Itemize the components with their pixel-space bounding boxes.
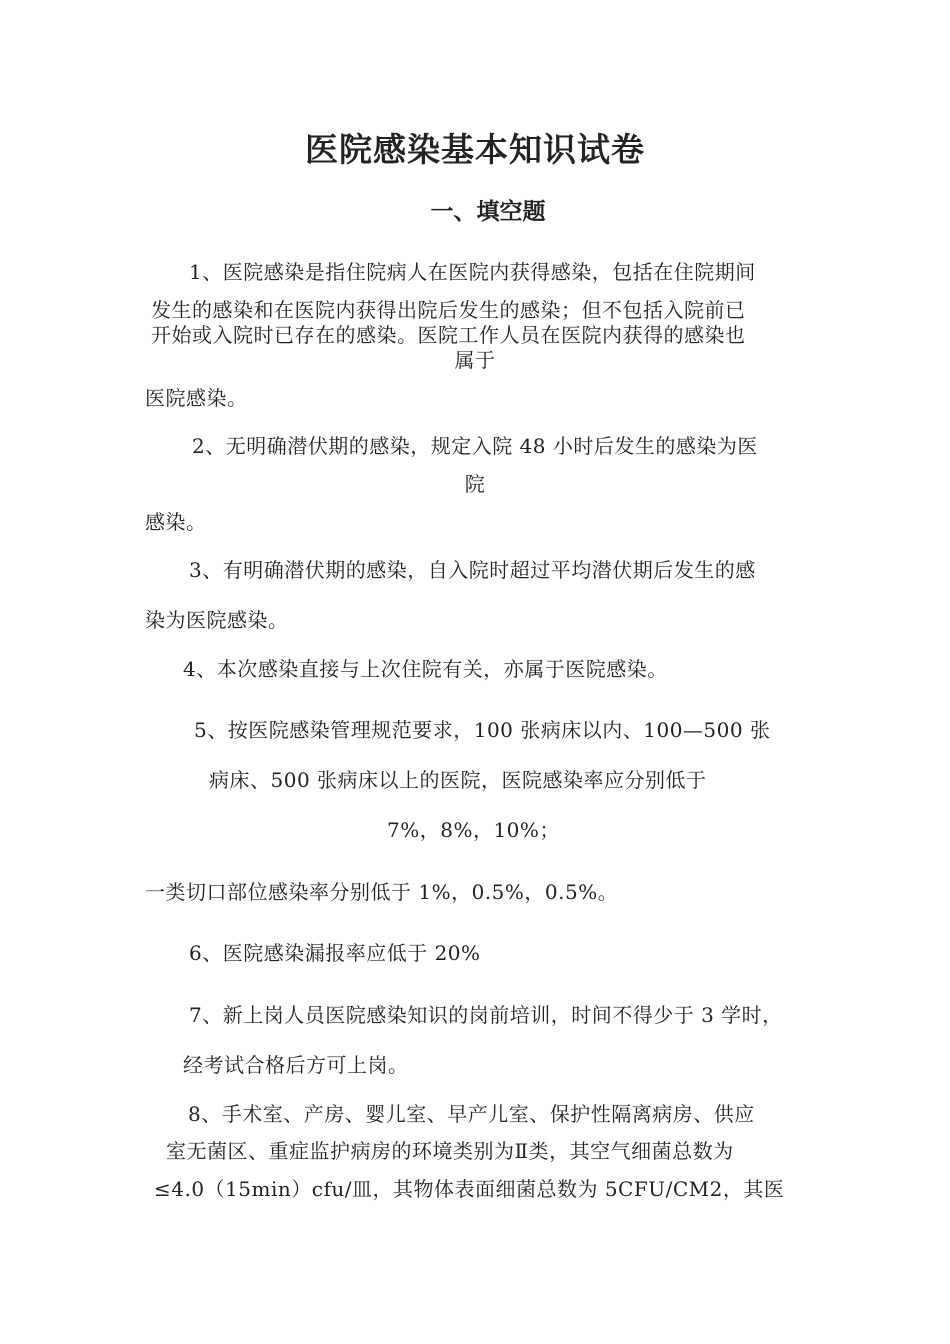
text-line-q1-1: 1、医院感染是指住院病人在医院内获得感染，包括在住院期间 (189, 260, 756, 284)
text-line-q8-2: 室无菌区、重症监护病房的环境类别为Ⅱ类，其空气细菌总数为 (166, 1139, 734, 1163)
text-line-q1-3: 开始或入院时已存在的感染。医院工作人员在医院内获得的感染也 (151, 323, 746, 347)
section-heading: 一、填空题 (430, 199, 546, 225)
document-title: 医院感染基本知识试卷 (305, 130, 645, 169)
text-line-q3-2: 染为医院感染。 (145, 608, 289, 632)
text-line-q7-2: 经考试合格后方可上岗。 (183, 1053, 409, 1077)
text-line-q1-4: 属于 (454, 348, 496, 372)
text-line-q5-3: 7%，8%，10%； (387, 818, 560, 842)
text-line-q7-1: 7、新上岗人员医院感染知识的岗前培训，时间不得少于 3 学时， (189, 1003, 783, 1027)
text-line-q8-3: ≤4.0（15min）cfu/皿，其物体表面细菌总数为 5CFU/CM2，其医 (154, 1177, 785, 1201)
text-line-q1-5: 医院感染。 (145, 386, 248, 410)
text-line-q2-1: 2、无明确潜伏期的感染，规定入院 48 小时后发生的感染为医 (192, 434, 758, 458)
text-line-q3-1: 3、有明确潜伏期的感染，自入院时超过平均潜伏期后发生的感 (189, 558, 756, 582)
text-line-q5-2: 病床、500 张病床以上的医院，医院感染率应分别低于 (209, 768, 707, 792)
text-line-q4-1: 4、本次感染直接与上次住院有关，亦属于医院感染。 (183, 657, 668, 681)
text-line-q6-1: 6、医院感染漏报率应低于 20% (189, 941, 481, 965)
text-line-q2-3: 感染。 (145, 510, 207, 534)
text-line-q5-4: 一类切口部位感染率分别低于 1%，0.5%，0.5%。 (145, 880, 619, 904)
text-line-q5-1: 5、按医院感染管理规范要求，100 张病床以内、100—500 张 (194, 718, 771, 742)
text-line-q2-2: 院 (464, 472, 486, 496)
text-line-q8-1: 8、手术室、产房、婴儿室、早产儿室、保护性隔离病房、供应 (188, 1102, 755, 1126)
text-line-q1-2: 发生的感染和在医院内获得出院后发生的感染；但不包括入院前已 (151, 298, 746, 322)
